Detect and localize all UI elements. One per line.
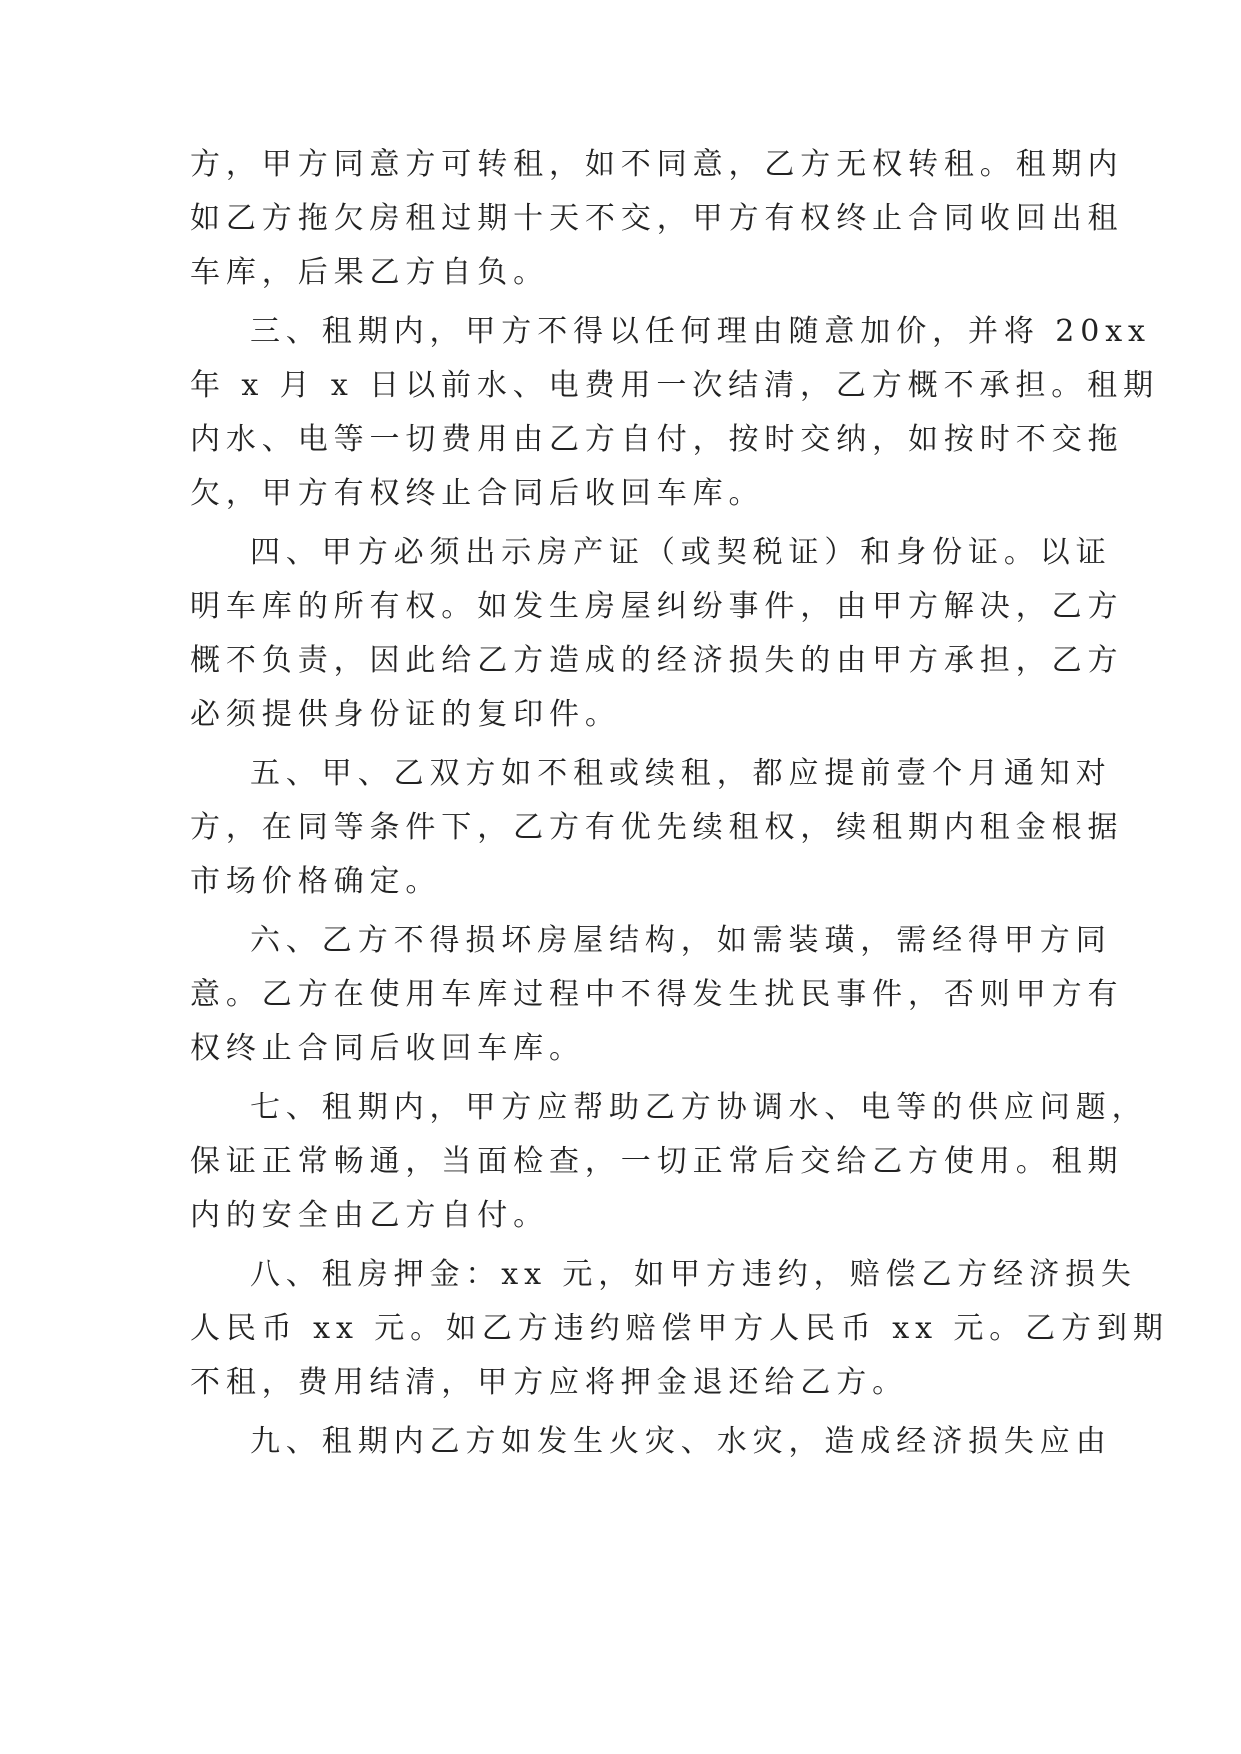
text-line: 人民币 xx 元。如乙方违约赔偿甲方人民币 xx 元。乙方到期: [190, 1311, 1169, 1346]
paragraph-clause-8: 八、租房押金：xx 元，如甲方违约，赔偿乙方经济损失: [250, 1257, 1137, 1292]
paragraph-clause-9: 九、租期内乙方如发生火灾、水灾，造成经济损失应由: [250, 1424, 1112, 1459]
text-line: 内水、电等一切费用由乙方自付，按时交纳，如按时不交拖: [190, 422, 1124, 457]
text-line: 年 x 月 x 日以前水、电费用一次结清，乙方概不承担。租期: [190, 368, 1159, 403]
paragraph-clause-5: 五、甲、乙双方如不租或续租，都应提前壹个月通知对: [250, 756, 1112, 791]
text-line: 方，甲方同意方可转租，如不同意，乙方无权转租。租期内: [190, 147, 1124, 182]
text-line: 欠，甲方有权终止合同后收回车库。: [190, 476, 765, 511]
text-line: 明车库的所有权。如发生房屋纠纷事件，由甲方解决，乙方: [190, 589, 1124, 624]
text-line: 车库，后果乙方自负。: [190, 255, 549, 290]
text-line: 不租，费用结清，甲方应将押金退还给乙方。: [190, 1365, 908, 1400]
paragraph-clause-6: 六、乙方不得损坏房屋结构，如需装璜，需经得甲方同: [250, 923, 1112, 958]
text-line: 权终止合同后收回车库。: [190, 1031, 585, 1066]
text-line: 意。乙方在使用车库过程中不得发生扰民事件，否则甲方有: [190, 977, 1124, 1012]
text-line: 市场价格确定。: [190, 864, 442, 899]
text-line: 必须提供身份证的复印件。: [190, 697, 621, 732]
paragraph-clause-7: 七、租期内，甲方应帮助乙方协调水、电等的供应问题，: [250, 1090, 1148, 1125]
text-line: 保证正常畅通，当面检查，一切正常后交给乙方使用。租期: [190, 1144, 1124, 1179]
paragraph-clause-3: 三、租期内，甲方不得以任何理由随意加价，并将 20xx: [250, 314, 1151, 349]
text-line: 概不负责，因此给乙方造成的经济损失的由甲方承担，乙方: [190, 643, 1124, 678]
text-line: 方，在同等条件下，乙方有优先续租权，续租期内租金根据: [190, 810, 1124, 845]
paragraph-clause-4: 四、甲方必须出示房产证（或契税证）和身份证。以证: [250, 535, 1112, 570]
text-line: 内的安全由乙方自付。: [190, 1198, 549, 1233]
text-line: 如乙方拖欠房租过期十天不交，甲方有权终止合同收回出租: [190, 201, 1124, 236]
